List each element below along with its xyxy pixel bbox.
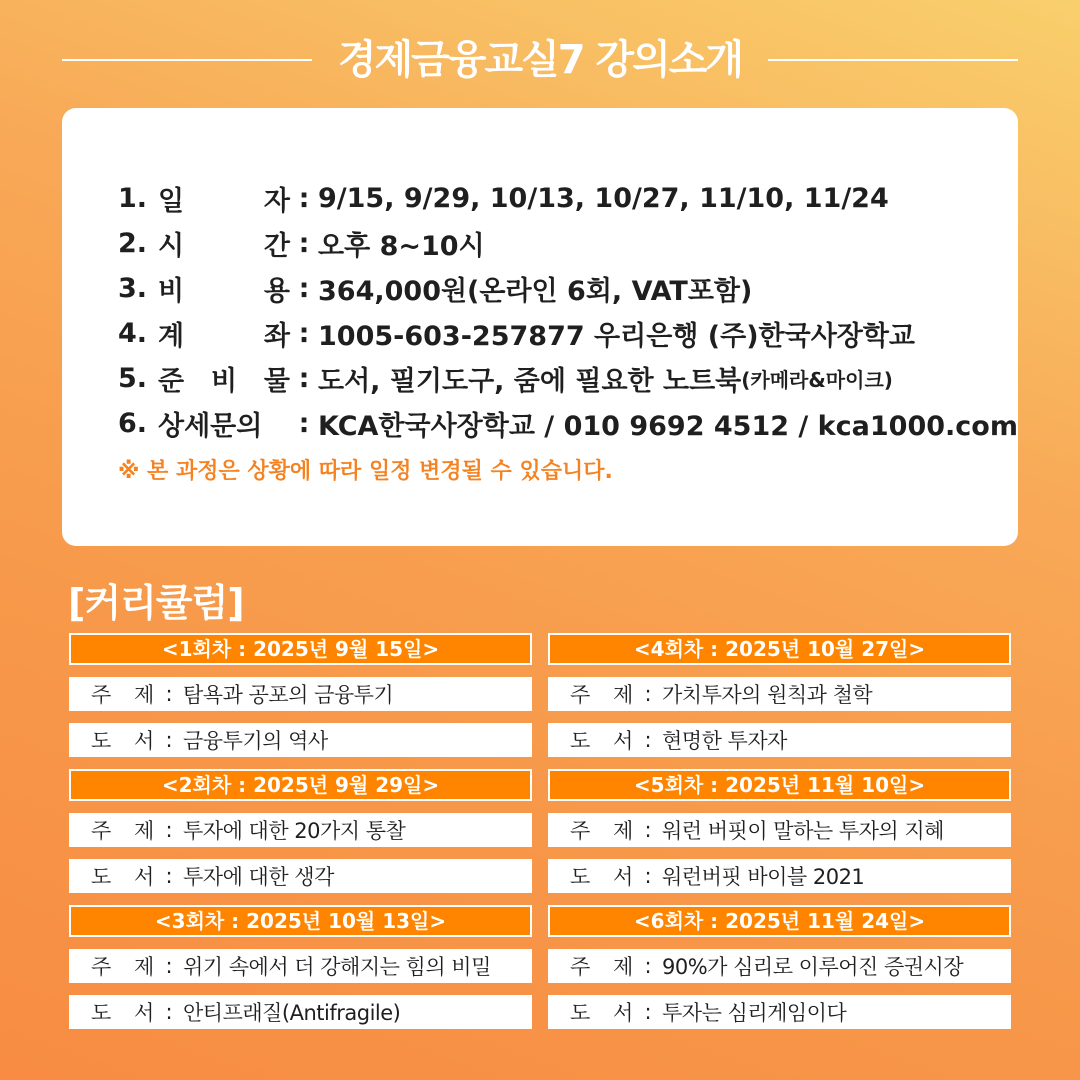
info-label [158, 269, 290, 308]
session-book-row [548, 995, 1011, 1029]
info-label-char: 용 [263, 276, 290, 307]
info-value: KCA한국사장학교 / 010 9692 4512 / kca1000.com [318, 411, 1018, 442]
session-subject-row [69, 677, 532, 711]
curriculum-column-left [69, 633, 532, 1041]
page-title: 경제금융교실7 강의소개 [337, 37, 743, 83]
book-value: 워런버핏 바이블 2021 [662, 865, 865, 889]
info-card [62, 108, 1018, 546]
session-subject-row [548, 677, 1011, 711]
info-row-date [118, 176, 1018, 221]
session-book-row [69, 723, 532, 757]
row-colon: : [644, 682, 652, 706]
subject-label: 주 제 [570, 683, 642, 707]
info-value: 오후 8~10시 [318, 231, 485, 262]
info-colon: : [298, 318, 310, 349]
info-label [158, 179, 290, 218]
session-card [548, 905, 1011, 1041]
info-label-char: 계 [158, 321, 185, 352]
info-label-char: 비 [158, 276, 185, 307]
book-value: 현명한 투자자 [662, 729, 787, 753]
session-header: <2회차 : 2025년 9월 29일> [69, 769, 532, 801]
subject-label: 주 제 [91, 819, 163, 843]
title-divider-right [768, 59, 1018, 61]
info-label-char: 간 [263, 231, 290, 262]
row-colon: : [165, 1000, 173, 1024]
subject-label: 주 제 [91, 683, 163, 707]
subject-value: 위기 속에서 더 강해지는 힘의 비밀 [183, 955, 491, 979]
session-card [548, 633, 1011, 769]
subject-value: 투자에 대한 20가지 통찰 [183, 819, 406, 843]
info-row-time [118, 221, 1018, 266]
session-book-row [69, 859, 532, 893]
info-label [158, 224, 290, 263]
info-row-account [118, 311, 1018, 356]
session-card [548, 769, 1011, 905]
session-header: <3회차 : 2025년 10월 13일> [69, 905, 532, 937]
info-number: 1. [118, 183, 148, 214]
info-colon: : [298, 408, 310, 439]
row-colon: : [165, 818, 173, 842]
book-value: 안티프래질(Antifragile) [183, 1001, 401, 1025]
info-row-supplies [118, 356, 1018, 401]
session-header: <1회차 : 2025년 9월 15일> [69, 633, 532, 665]
info-label-char: 자 [263, 186, 290, 217]
subject-label: 주 제 [91, 955, 163, 979]
info-label [158, 404, 290, 443]
row-colon: : [644, 864, 652, 888]
row-colon: : [644, 818, 652, 842]
info-label [158, 359, 290, 398]
row-colon: : [165, 682, 173, 706]
info-label-char: 상세문의 [158, 411, 263, 442]
row-colon: : [165, 728, 173, 752]
info-colon: : [298, 363, 310, 394]
info-label-char: 일 [158, 186, 185, 217]
book-label: 도 서 [91, 729, 163, 753]
session-header: <4회차 : 2025년 10월 27일> [548, 633, 1011, 665]
row-colon: : [165, 954, 173, 978]
info-value: 1005-603-257877 우리은행 (주)한국사장학교 [318, 321, 916, 352]
subject-label: 주 제 [570, 819, 642, 843]
info-number: 5. [118, 363, 148, 394]
info-colon: : [298, 273, 310, 304]
info-value: 364,000원(온라인 6회, VAT포함) [318, 276, 753, 307]
info-colon: : [298, 183, 310, 214]
info-value: 도서, 필기도구, 줌에 필요한 노트북 [318, 366, 742, 397]
session-book-row [69, 995, 532, 1029]
info-label-char: 비 [210, 366, 238, 397]
session-card [69, 905, 532, 1041]
info-value: 9/15, 9/29, 10/13, 10/27, 11/10, 11/24 [318, 183, 889, 214]
curriculum-heading: [커리큘럼] [68, 581, 244, 625]
info-label-char: 시 [158, 231, 185, 262]
session-book-row [548, 723, 1011, 757]
subject-label: 주 제 [570, 955, 642, 979]
session-subject-row [548, 813, 1011, 847]
book-value: 투자에 대한 생각 [183, 865, 334, 889]
curriculum-column-right [548, 633, 1011, 1041]
info-number: 4. [118, 318, 148, 349]
row-colon: : [644, 954, 652, 978]
info-label-char: 물 [263, 366, 290, 397]
info-row-contact [118, 401, 1018, 446]
session-subject-row [69, 813, 532, 847]
info-number: 2. [118, 228, 148, 259]
session-subject-row [69, 949, 532, 983]
book-label: 도 서 [570, 865, 642, 889]
schedule-notice: ※ 본 과정은 상황에 따라 일정 변경될 수 있습니다. [118, 459, 613, 484]
info-label-char: 준 [158, 366, 185, 397]
session-header: <6회차 : 2025년 11월 24일> [548, 905, 1011, 937]
info-list [118, 176, 1018, 485]
row-colon: : [165, 864, 173, 888]
info-row-fee [118, 266, 1018, 311]
book-label: 도 서 [91, 865, 163, 889]
book-label: 도 서 [570, 1001, 642, 1025]
subject-value: 탐욕과 공포의 금융투기 [183, 683, 394, 707]
book-label: 도 서 [91, 1001, 163, 1025]
row-colon: : [644, 1000, 652, 1024]
row-colon: : [644, 728, 652, 752]
session-card [69, 633, 532, 769]
info-number: 3. [118, 273, 148, 304]
book-value: 금융투기의 역사 [183, 729, 328, 753]
subject-value: 워런 버핏이 말하는 투자의 지혜 [662, 819, 944, 843]
info-value-note: (카메라&마이크) [741, 368, 893, 392]
info-label [158, 314, 290, 353]
session-book-row [548, 859, 1011, 893]
book-value: 투자는 심리게임이다 [662, 1001, 847, 1025]
info-label-char: 좌 [263, 321, 290, 352]
session-header: <5회차 : 2025년 11월 10일> [548, 769, 1011, 801]
title-row [62, 32, 1018, 88]
info-number: 6. [118, 408, 148, 439]
info-colon: : [298, 228, 310, 259]
session-subject-row [548, 949, 1011, 983]
subject-value: 가치투자의 원칙과 철학 [662, 683, 873, 707]
session-card [69, 769, 532, 905]
book-label: 도 서 [570, 729, 642, 753]
subject-value: 90%가 심리로 이루어진 증권시장 [662, 955, 964, 979]
